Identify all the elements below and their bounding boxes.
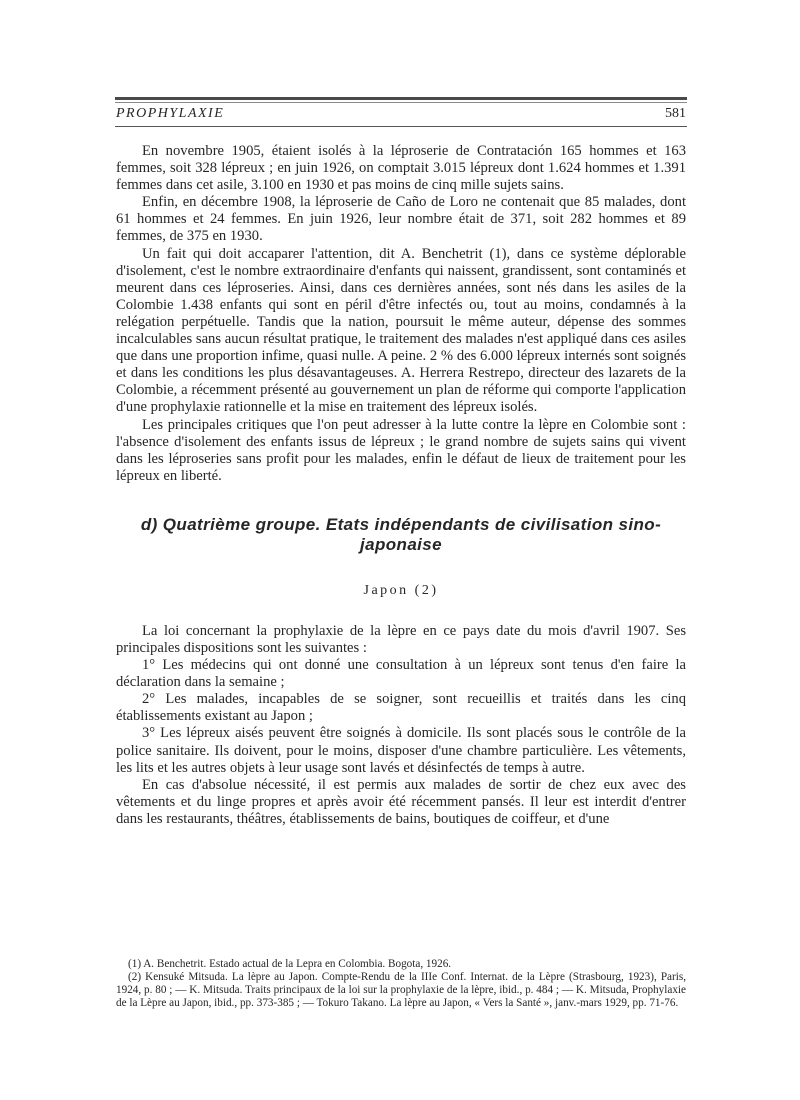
paragraph: Un fait qui doit accaparer l'attention, dit A. Benchetrit (1), dans ce système déplorable d'isolement, c'est le nombre extraordinaire d'enfants qui naissent, grandissent, sont contaminés et meurent dans ces léproseries. Ainsi, dans ces dernières années, sont nés dans les asiles de la Colombie 1.438 enfants qui sont en péril d'être infectés ou, tout au moins, condamnés à la relégation perpétuelle. Tandis que la nation, poursuit le même auteur, dépense des sommes incalculables sans aucun résultat pratique, le traitement des malades n'est appliqué dans ces asiles que dans une proportion infime, quasi nulle. A peine. 2 % des 6.000 lépreux internés sont soignés et dans les conditions les plus désavantageuses. A. Herrera Restrepo, directeur des lazarets de la Colombie, a récemment présenté au gouvernement un plan de réforme qui comporte l'application d'une prophylaxie rationnelle et la mise en traitement des lépreux isolés.: [116, 245, 686, 416]
footnotes: [116, 958, 686, 1010]
paragraph: 3° Les lépreux aisés peuvent être soignés à domicile. Ils sont placés sous le contrôle de la police sanitaire. Ils doivent, pour le moins, disposer d'une chambre particulière. Les vêtements, les lits et les autres objets à leur usage sont lavés et désinfectés de temps à autre.: [116, 725, 686, 776]
paragraph: 1° Les médecins qui ont donné une consultation à un lépreux sont tenus d'en faire la déclaration dans la semaine ;: [116, 657, 686, 691]
paragraph: 2° Les malades, incapables de se soigner, sont recueillis et traités dans les cinq établissements existant au Japon ;: [116, 691, 686, 725]
running-title: PROPHYLAXIE: [116, 106, 225, 121]
country-heading: Japon (2): [363, 582, 439, 598]
paragraph: Enfin, en décembre 1908, la léproserie de Caño de Loro ne contenait que 85 malades, dont 61 hommes et 24 femmes. En juin 1926, leur nombre était de 371, soit 282 hommes et 89 femmes, de 375 en 1930.: [116, 194, 686, 245]
paragraph: En novembre 1905, étaient isolés à la léproserie de Contratación 165 hommes et 163 femmes, soit 328 lépreux ; en juin 1926, on comptait 3.015 lépreux dont 1.624 hommes et 1.391 femmes dans cet asile, 3.100 en 1930 et pas moins de cinq mille sujets sains.: [116, 143, 686, 194]
page-number: 581: [665, 106, 686, 121]
footnote: (2) Kensuké Mitsuda. La lèpre au Japon. Compte-Rendu de la IIIe Conf. Internat. de la Lèpre (Strasbourg, 1923), Paris, 1924, p. 80 ; — K. Mitsuda. Traits principaux de la loi sur la prophylaxie de la lèpre, ibid., p. 484 ; — K. Mitsuda, Prophylaxie de la Lèpre au Japon, ibid., pp. 373-385 ; — Tokuro Takano. La lèpre au Japon, « Vers la Santé », janv.-mars 1929, pp. 71-76.: [116, 971, 686, 1009]
top-rule: [115, 97, 687, 100]
paragraph: En cas d'absolue nécessité, il est permis aux malades de sortir de chez eux avec des vêtements et du linge propres et après avoir été récemment pansés. Il leur est interdit d'entrer dans les restaurants, théâtres, établissements de bains, boutiques de coiffeur, et d'une: [116, 776, 686, 827]
section-heading: d) Quatrième groupe. Etats indépendants de civilisation sino-japonaise: [140, 514, 662, 554]
footnote: (1) A. Benchetrit. Estado actual de la Lepra en Colombia. Bogota, 1926.: [128, 958, 452, 970]
header-rule: [115, 126, 687, 127]
top-rule-thin: [115, 102, 687, 103]
paragraph: La loi concernant la prophylaxie de la lèpre en ce pays date du mois d'avril 1907. Ses principales dispositions sont les suivantes :: [116, 622, 686, 656]
main-text: [116, 143, 686, 828]
page-header: [116, 106, 686, 126]
paragraph: Les principales critiques que l'on peut adresser à la lutte contre la lèpre en Colombie sont : l'absence d'isolement des enfants issus de lépreux ; le grand nombre de sujets sains qui vivent dans les léproseries sans profit pour les malades, enfin le défaut de lieux de traitement pour les lépreux en liberté.: [116, 416, 686, 484]
